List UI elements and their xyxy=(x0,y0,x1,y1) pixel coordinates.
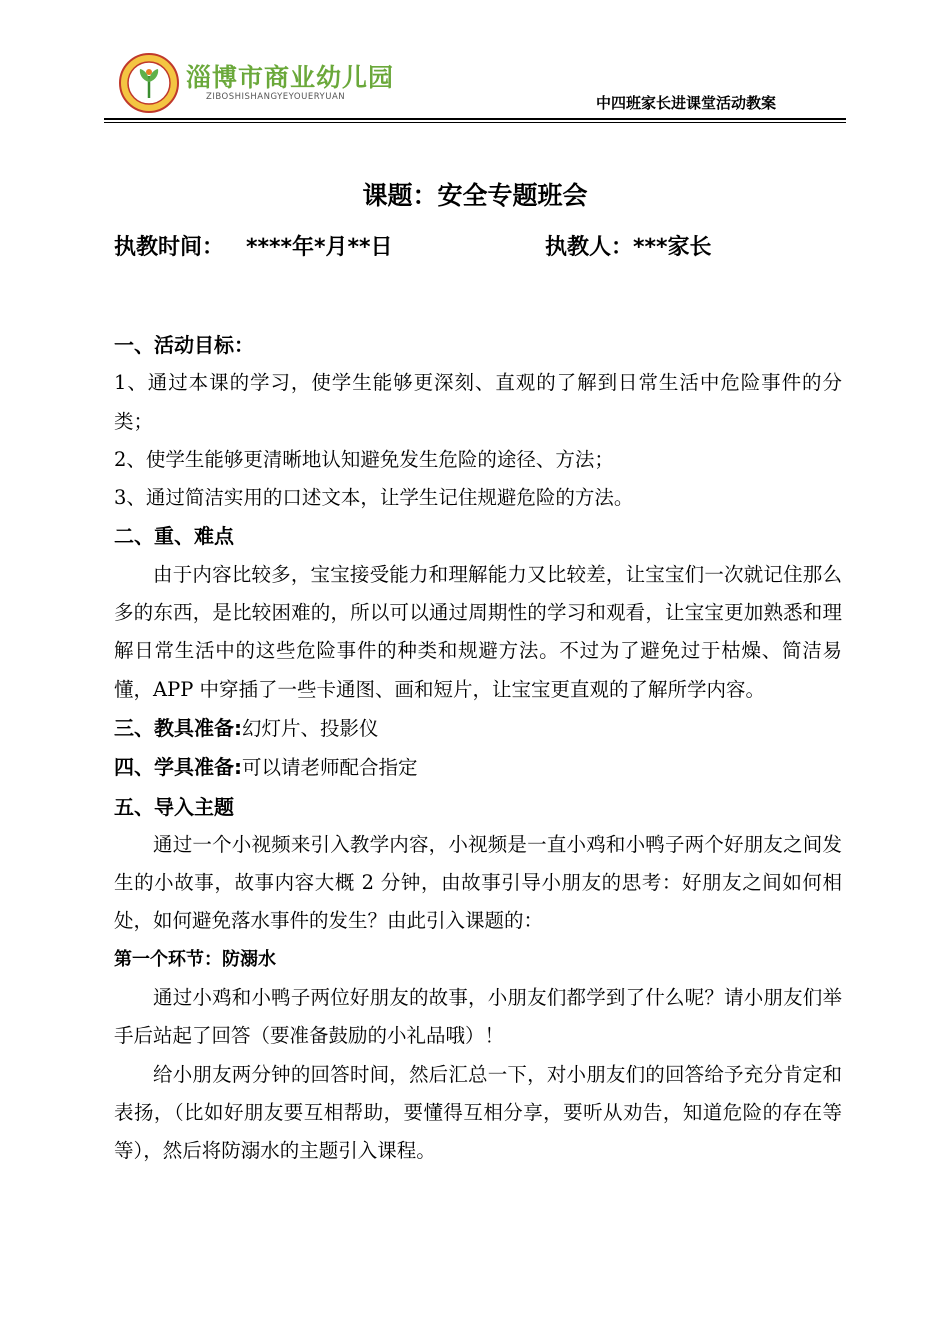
learning-tools-label: 四、学具准备: xyxy=(114,755,242,780)
teaching-time xyxy=(114,230,393,261)
school-name-pinyin: ZIBOSHISHANGYEYOUERYUAN xyxy=(206,92,346,102)
goals-heading: 一、活动目标： xyxy=(114,333,254,357)
teacher-name: 执教人：***家长 xyxy=(545,235,712,260)
lesson-body xyxy=(114,326,842,1171)
document-label: 中四班家长进课堂活动教案 xyxy=(595,94,776,112)
teaching-tools xyxy=(114,709,842,748)
header-divider-thick xyxy=(104,118,846,120)
key-points-heading: 二、重、难点 xyxy=(114,524,234,549)
intro-text: 通过一个小视频来引入教学内容，小视频是一直小鸡和小鸭子两个好朋友之间发生的小故事，故事内容大概 2 分钟，由故事引导小朋友的思考：好朋友之间如何相处，如何避免落水事件的发生？由此引入课题的： xyxy=(114,832,842,933)
teaching-tools-text: 幻灯片、投影仪 xyxy=(242,716,379,740)
header-divider-thin xyxy=(104,122,846,123)
goal-item-3: 3、通过简洁实用的口述文本，让学生记住规避危险的方法。 xyxy=(114,486,634,510)
key-points-text: 由于内容比较多，宝宝接受能力和理解能力又比较差，让宝宝们一次就记住那么多的东西，是比较困难的，所以可以通过周期性的学习和观看，让宝宝更加熟悉和理解日常生活中的这些危险事件的种类和规避方法。不过为了避免过于枯燥、简洁易懂，APP 中穿插了一些卡通图、画和短片，让宝宝更直观的了解所学内容。 xyxy=(114,562,842,701)
learning-tools-text: 可以请老师配合指定 xyxy=(242,756,418,780)
goal-item-2: 2、使学生能够更清晰地认知避免发生危险的途径、方法； xyxy=(114,447,614,471)
part1-text-1: 通过小鸡和小鸭子两位好朋友的故事，小朋友们都学到了什么呢？请小朋友们举手后站起了回答（要准备鼓励的小礼品哦）！ xyxy=(114,986,842,1048)
school-name: 淄博市商业幼儿园 xyxy=(186,63,395,92)
page-header xyxy=(0,0,950,130)
page-title: 课题：安全专题班会 xyxy=(362,181,588,210)
teaching-time-value: ****年*月**日 xyxy=(246,235,393,260)
school-logo-emblem-icon xyxy=(118,52,180,114)
learning-tools xyxy=(114,748,842,787)
teaching-tools-label: 三、教具准备: xyxy=(114,715,242,740)
teaching-time-label: 执教时间： xyxy=(114,235,225,260)
goal-item-1: 1、通过本课的学习，使学生能够更深刻、直观的了解到日常生活中危险事件的分类； xyxy=(114,371,842,433)
intro-heading: 五、导入主题 xyxy=(114,794,234,819)
part1-text-2: 给小朋友两分钟的回答时间，然后汇总一下，对小朋友们的回答给予充分肯定和表扬，（比如好朋友要互相帮助，要懂得互相分享，要听从劝告，知道危险的存在等等），然后将防溺水的主题引入课程。 xyxy=(114,1062,842,1163)
part1-heading: 第一个环节：防溺水 xyxy=(114,948,276,970)
